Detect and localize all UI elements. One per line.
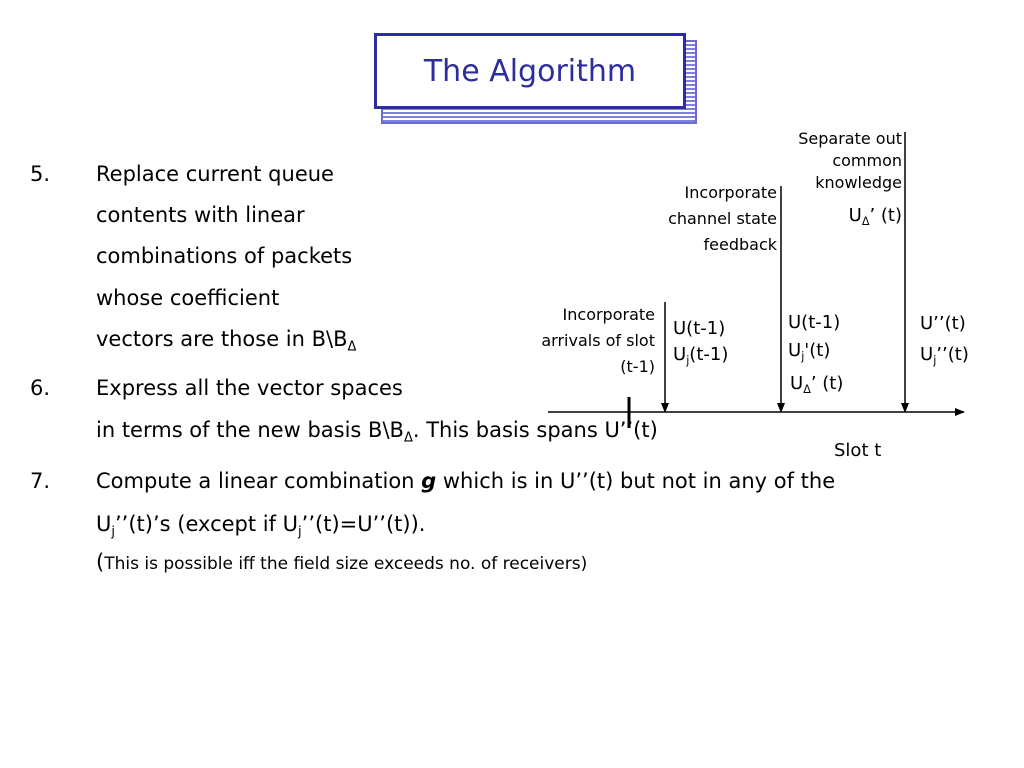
separate-label: Separate out common knowledge	[798, 129, 902, 192]
item-5-line-4: whose coefficient	[96, 286, 280, 310]
slot-label: Slot t	[834, 440, 882, 461]
arrivals-label: Incorporate arrivals of slot (t-1)	[541, 305, 655, 376]
item-5-line-3: combinations of packets	[96, 244, 353, 268]
item-7-line-1: Compute a linear combination g which is in U’’(t) but not in any of the	[96, 469, 836, 493]
col3-line-1: U’’(t)	[920, 313, 966, 334]
item-6-line-2: in terms of the new basis $B\backslash B_\Delta$. This basis spans U’’(t)	[96, 418, 658, 446]
u-delta-top: $U_\Delta$’ (t)	[848, 205, 902, 228]
item-6-number: 6.	[30, 376, 51, 400]
item-7-line-2: $U_j’’(t)’s$ (except if $U_j’’(t)=U’’(t)$).	[96, 512, 426, 540]
col2-line-2: $U_j'(t)$	[788, 340, 831, 363]
feedback-label: Incorporate channel state feedback	[668, 183, 777, 254]
item-7-note: (This is possible iff the field size exceeds no. of receivers)	[96, 550, 588, 574]
col3-line-2: $U_j’’(t)$	[920, 344, 969, 367]
item-5-line-2: contents with linear	[96, 203, 305, 227]
item-7-number: 7.	[30, 469, 51, 493]
item-5-line-1: Replace current queue	[96, 162, 334, 186]
slide-title: The Algorithm	[423, 53, 637, 89]
col1-line-1: U(t-1)	[673, 318, 726, 339]
item-5-line-5: vectors are those in $B\backslash B_\Delta$	[96, 327, 357, 355]
col2-line-3: $U_\Delta$’ (t)	[790, 373, 844, 396]
col2-line-1: U(t-1)	[788, 312, 841, 333]
item-5-number: 5.	[30, 162, 51, 186]
col1-line-2: $U_j(t-1)$	[673, 344, 729, 367]
item-6-line-1: Express all the vector spaces	[96, 376, 403, 400]
